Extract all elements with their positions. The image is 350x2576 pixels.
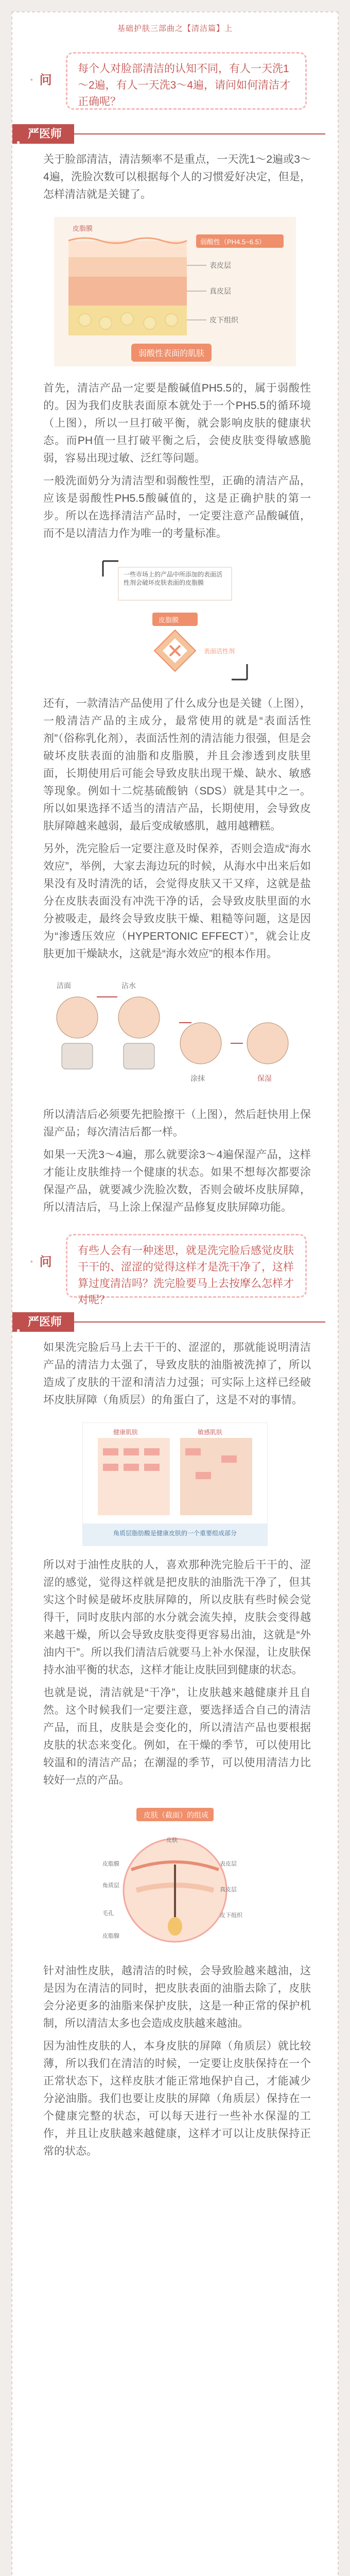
divider-line <box>74 133 325 134</box>
figure5-label-4: 真皮层 <box>220 1887 237 1893</box>
figure-skin-layers <box>54 217 296 366</box>
answer1-p5: 所以清洁后必须要先把脸擦干（上图），然后赶快用上保湿产品；每次清洁后都一样。 <box>43 1109 311 1138</box>
divider-line-2 <box>74 1321 325 1323</box>
figure2-label-sebum: 皮脂膜 <box>159 616 179 624</box>
answer1-p2: 首先，清洁产品一定要是酸碱值PH5.5的，属于弱酸性的。因为我们皮肤表面原本就处于一个PH5.5的循环境（上图），所以一旦打破平衡，就会影响皮肤的健康状态。而PH值一旦打破平衡之后，会使皮肤变得敏感脆弱，容易出现过敏、泛红等问题。 <box>43 382 311 464</box>
layer-label-subcutis: 皮下组织 <box>209 316 238 324</box>
question-box-2 <box>66 1234 307 1306</box>
figure2-label-surfactant: 表面活性剂 <box>204 648 235 655</box>
figure2-text: 一些市场上的产品中所添加的表面活性剂会破坏皮肤表面的皮脂膜 <box>124 571 223 586</box>
doctor-label-bar-2: ● 严医师 <box>12 1312 74 1332</box>
figure5-label-0: 皮肤 <box>166 1837 178 1843</box>
answer1-p1: 关于脸部清洁，清洁频率不是重点，一天洗1～2遍或3～4遍，洗脸次数可以根据每个人的习惯爱好决定，但是，怎样清洁就是关键了。 <box>43 154 311 200</box>
sebum-film-label: 皮脂膜 <box>73 225 93 232</box>
doctor-header-2 <box>12 1310 338 1334</box>
bullet-dots-icon: ● <box>16 139 21 146</box>
question-text: 每个人对脸部清洁的认知不同，有人一天洗1～2遍，有人一天洗3～4遍，请问如何清洁才正确呢？ <box>78 63 291 108</box>
figure4-legend-sensitive: 敏感肌肤 <box>198 1429 223 1436</box>
doctor-label-bar: ● 严医师 <box>12 124 74 144</box>
figure4-caption: 角质层脂肪酸是健康皮肤的一个重要组成部分 <box>113 1530 237 1537</box>
layer-label-dermis: 真皮层 <box>209 287 231 295</box>
layer-label-epidermis: 表皮层 <box>209 261 231 269</box>
figure-washing-steps <box>41 976 309 1095</box>
figure-skin-section <box>100 1803 250 1952</box>
page-title: 基础护肤三部曲之【清洁篇】上 <box>117 24 233 33</box>
figure-lipids <box>82 1422 268 1546</box>
article-sheet <box>11 11 339 2576</box>
figure5-label-7: 皮脂腺 <box>102 1933 119 1939</box>
skin-section-illustration <box>100 1803 250 1952</box>
question-block-2 <box>30 1234 307 1306</box>
answer2-p2: 所以对于油性皮肤的人，喜欢那种洗完脸后干干的、涩涩的感觉，觉得这样就是把皮肤的油脂洗干净了，但其实这个时候是破坏皮肤屏障的，所以皮肤有些时候会觉得干，同时皮肤内部的水分就会流失掉，皮肤会变得越来越干燥，所以会导致皮肤变得更容易出油，这就是“外油内干”。所以我们清洁后就要马上补水保湿，让皮肤保持水油平衡的状态，这样才能让皮肤回到健康的状态。 <box>43 1559 311 1676</box>
figure5-label-6: 毛孔 <box>102 1910 114 1917</box>
answer1-p2b: 一般洗面奶分为清洁型和弱酸性型，正确的清洁产品，应该是弱酸性PH5.5酸碱值的，这是正确护肤的第一步。所以在选择清洁产品时，一定要注意产品酸碱值，而不是以清洁力作为唯一的考量标准。 <box>43 475 311 539</box>
bullet-dots-icon: ● <box>16 1327 21 1334</box>
figure1-caption: 弱酸性表面的肌肤 <box>131 344 212 362</box>
step-label-apply: 涂抹 <box>190 1074 205 1082</box>
figure5-caption: 皮肤（截面）的组成 <box>144 1811 208 1819</box>
step-label-water: 沾水 <box>121 981 136 990</box>
figure5-label-1: 皮脂膜 <box>102 1861 119 1867</box>
question-block-1 <box>30 52 307 110</box>
answer1-p6: 如果一天洗3～4遍，那么就要涂3～4遍保湿产品，这样才能让皮肤维持一个健康的状态。如果不想每次都要涂保湿产品，就要减少洗脸次数，否则会破坏皮肤屏障，所以清洁后，马上涂上保湿产品修复皮肤屏障功能。 <box>43 1149 311 1213</box>
question-tag-2: · 问 <box>30 1255 53 1269</box>
answer1-p3: 还有，一款清洁产品使用了什么成分也是关键（上图），一般清洁产品的主成分，最常使用的就是“表面活性剂”（俗称乳化剂），表面活性剂的清洁能力很强，但是会破坏皮肤表面的油脂和皮脂膜，并且会渗透到皮肤里面，长期使用后可能会导致皮肤出现干燥、缺水、敏感等现象。例如十二烷基硫酸钠（SDS）就是其中之一。所以如果选择不适当的清洁产品，长期使用，会导致皮肤屏障越来越弱，最后变成敏感肌，越用越糟糕。 <box>43 698 311 832</box>
ph-tag: 弱酸性（PH4.5~6.5） <box>200 238 266 246</box>
step-label-moisturize: 保湿 <box>257 1074 272 1082</box>
step-label-wash: 洁面 <box>57 981 71 990</box>
figure5-label-5: 皮下组织 <box>220 1912 242 1919</box>
figure-surfactant <box>98 556 252 685</box>
answer2-p5: 因为油性皮肤的人，本身皮肤的屏障（角质层）就比较薄，所以我们在清洁的时候，一定要让皮肤保持在一个正常状态下，这样皮肤才能正常地保护自己，才能减少分泌油脂。我们也要让皮肤的屏障（角质层）保持在一个健康完整的状态，可以每天进行一些补水保湿的工作，并且让皮肤越来越健康，这样才可以让皮肤保持正常的状态。 <box>43 2040 311 2157</box>
question-box <box>66 52 307 110</box>
figure5-label-3: 表皮层 <box>220 1861 237 1867</box>
lipids-illustration <box>82 1422 268 1546</box>
figure5-label-2: 角质层 <box>102 1883 119 1889</box>
figure4-legend-healthy: 健康肌肤 <box>113 1429 138 1436</box>
answer2-p4: 针对油性皮肤，越清洁的时候，会导致脸越来越油，这是因为在清洁的同时，把皮肤表面的油脂去除了，皮肤会分泌更多的油脂来保护皮肤，这是一种正常的保护机制，所以清洁太多也会造成皮肤越来越油。 <box>43 1965 311 2029</box>
doctor-header-1 <box>12 122 338 146</box>
question-text-2: 有些人会有一种迷思，就是洗完脸后感觉皮肤干干的、涩涩的觉得这样才是洗干净了，这样算过度清洁吗？洗完脸要马上去按摩么怎样才对呢？ <box>78 1245 294 1306</box>
answer2-p3: 也就是说，清洁就是“干净”，让皮肤越来越健康并且自然。这个时候我们一定要注意，要选择适合自己的清洁产品，而且，皮肤是会变化的，所以清洁产品也要根据皮肤的状态来变化。例如，在干燥的季节，可以使用比较温和的清洁产品；在潮湿的季节，可以使用清洁力比较好一点的产品。 <box>43 1687 311 1786</box>
answer2-p1: 如果洗完脸后马上去干干的、涩涩的，那就能说明清洁产品的清洁力太强了，导致皮肤的油脂被洗掉了，所以造成了皮肤的干涩和清洁力过强；可实际上这样已经破坏皮肤屏障（角质层）的角蛋白了，这是不对的事情。 <box>43 1342 311 1406</box>
question-tag: · 问 <box>30 73 53 87</box>
answer1-p4: 另外，洗完脸后一定要注意及时保养，否则会造成“海水效应”，举例，大家去海边玩的时候，从海水中出来后如果没有及时清洗的话，会觉得皮肤又干又痒，这就是盐分在皮肤表面没有冲洗干净的话，会导致皮肤里面的水分被吸走，最终会导致皮肤干燥、粗糙等问题，这是因为“渗透压效应（HYPERTONIC EFFECT）”，就会让皮肤更加干燥缺水，这就是“海水效应”的根本作用。 <box>43 843 311 960</box>
